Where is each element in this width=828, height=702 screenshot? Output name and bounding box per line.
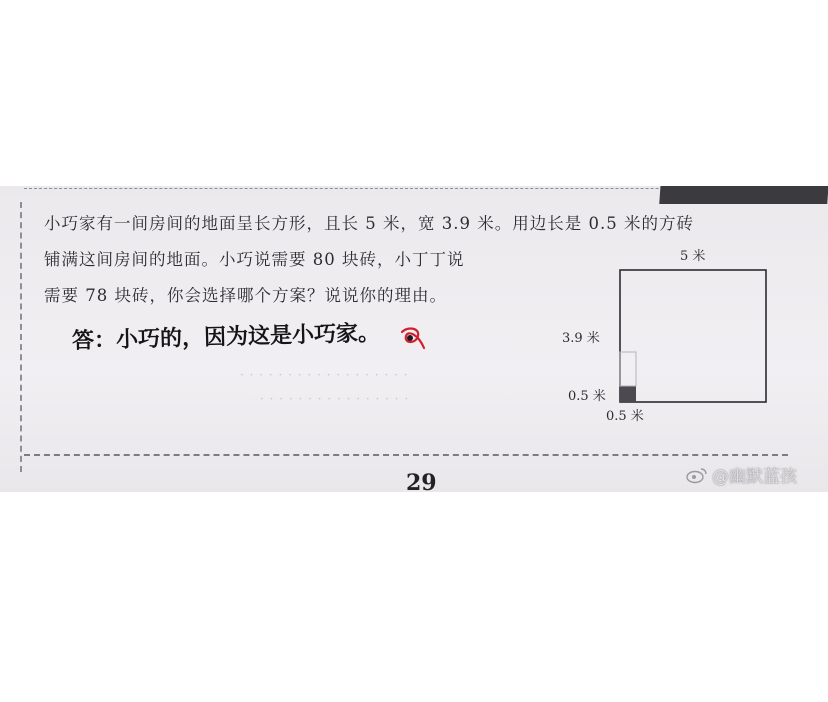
- dark-corner-label: [659, 186, 828, 204]
- bleed-through-text: · · · · · · · · · · · · · · · ·: [260, 392, 410, 406]
- red-grade-mark: [398, 324, 430, 354]
- tile-side-label: 0.5 米: [568, 389, 606, 404]
- page-number: 29: [406, 470, 437, 492]
- tile-bottom-label: 0.5 米: [606, 409, 644, 424]
- bleed-through-text: · · · · · · · · · · · · · · · · · ·: [240, 368, 409, 382]
- dashed-border-left: [20, 202, 22, 472]
- watermark: [686, 462, 797, 487]
- faint-tile-outline: [620, 352, 636, 386]
- question-line-1: 小巧家有一间房间的地面呈长方形，且长 5 米，宽 3.9 米。用边长是 0.5 米的方砖: [44, 214, 694, 233]
- length-label: 5 米: [680, 249, 706, 264]
- weibo-icon: [686, 466, 708, 484]
- tile-square: [620, 386, 636, 402]
- width-label: 3.9 米: [562, 331, 600, 346]
- handwritten-answer: 答：小巧的，因为这是小巧家。: [71, 320, 381, 355]
- room-rectangle: [620, 270, 766, 402]
- question-line-2: 铺满这间房间的地面。小巧说需要 80 块砖，小丁丁说: [44, 250, 465, 269]
- watermark-text: @幽默蓝孩: [712, 467, 797, 487]
- dashed-border-bottom: [24, 454, 788, 456]
- question-line-3: 需要 78 块砖，你会选择哪个方案？说说你的理由。: [44, 286, 447, 305]
- room-diagram: [544, 236, 784, 426]
